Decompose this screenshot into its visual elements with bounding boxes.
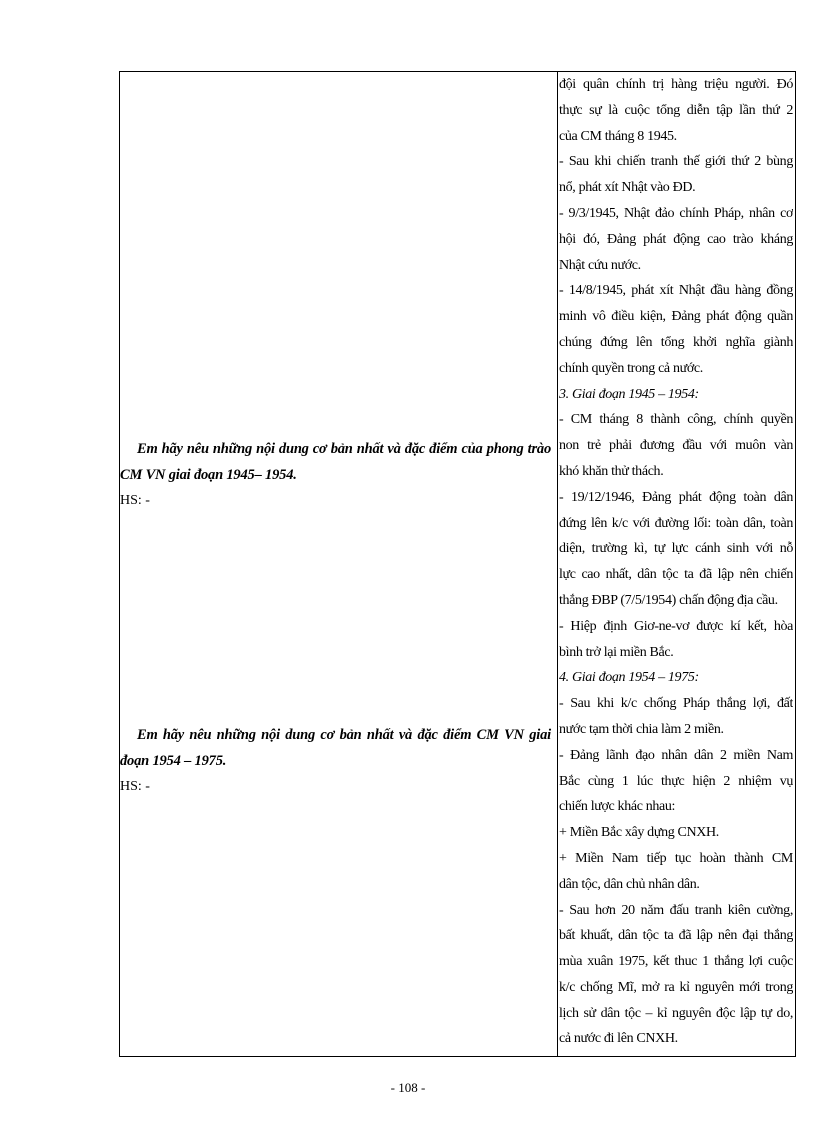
answer-line: - Đảng lãnh đạo nhân dân 2 miền Nam [559,747,793,763]
answer-label: HS: - [120,493,150,508]
answer-line: - Sau khi k/c chống Pháp thắng lợi, đất [559,696,793,712]
content-table [119,71,796,1057]
question-block [120,722,551,800]
answers-column [558,72,795,1056]
answer-line: diện, trường kì, tự lực cánh sinh với nỗ [559,541,793,557]
answer-line: non trẻ phải đương đầu với muôn vàn [559,438,793,454]
answer-line: hội đó, Đảng phát động cao trào kháng [559,231,793,247]
question-text: Em hãy nêu những nội dung cơ bản nhất và đặc điểm CM VN giai đoạn 1954 – 1975. [120,727,551,769]
answer-line: Nhật cứu nước. [559,257,641,273]
section-heading: 3. Giai đoạn 1945 – 1954: [559,386,699,402]
answer-line: của CM tháng 8 1945. [559,128,677,144]
answer-line: - 9/3/1945, Nhật đảo chính Pháp, nhân cơ [559,205,793,221]
answer-line: + Miền Bắc xây dựng CNXH. [559,825,719,841]
answer-line: dân tộc, dân chủ nhân dân. [559,876,700,892]
answer-line: Bắc cùng 1 lúc thực hiện 2 nhiệm vụ [559,773,793,789]
answer-line: bất khuất, dân tộc ta đã lập nên đại thắng [559,928,793,944]
answer-line: - Sau hơn 20 năm đấu tranh kiên cường, [559,902,793,918]
answer-line: - 14/8/1945, phát xít Nhật đầu hàng đồng [559,283,793,299]
answer-line: đội quân chính trị hàng triệu người. Đó [559,77,793,92]
answer-line: lịch sử dân tộc – kỉ nguyên độc lập tự do, [559,1005,793,1021]
answer-line: - Hiệp định Giơ-ne-vơ được kí kết, hòa [559,618,793,634]
answer-line: chiến lược khác nhau: [559,799,676,815]
section-heading: 4. Giai đoạn 1954 – 1975: [559,670,699,686]
answer-line: thực sự là cuộc tổng diễn tập lần thứ 2 [559,102,793,118]
answer-line: đứng lên k/c với đường lối: toàn dân, toàn [559,515,793,531]
answer-line: thắng ĐBP (7/5/1954) chấn động địa cầu. [559,592,778,608]
page-number: - 108 - [390,1080,426,1095]
answer-line: - 19/12/1946, Đảng phát động toàn dân [559,489,793,505]
answer-line: k/c chống Mĩ, mở ra kỉ nguyên mới trong [559,979,793,995]
question-block [120,436,551,514]
question-text: Em hãy nêu những nội dung cơ bản nhất và đặc điểm của phong trào CM VN giai đoạn 1945– 1954. [120,441,551,483]
answer-line: mùa xuân 1975, kết thuc 1 thắng lợi cuộc [559,954,793,970]
answer-line: - CM tháng 8 thành công, chính quyền [559,412,793,428]
answer-line: lực cao nhất, dân tộc ta đã lập nên chiến [559,567,793,583]
answer-line: nước tạm thời chia làm 2 miền. [559,721,724,737]
answer-line: cả nước đi lên CNXH. [559,1031,678,1047]
answer-line: + Miền Nam tiếp tục hoàn thành CM [559,850,793,866]
answer-line: minh vô điều kiện, Đảng phát động quần [559,309,793,325]
answer-line: nổ, phát xít Nhật vào ĐD. [559,180,696,196]
answer-line: chúng đứng lên tổng khởi nghĩa giành [559,334,793,350]
answer-line: khó khăn thử thách. [559,463,664,479]
answer-line: bình trở lại miền Bắc. [559,644,674,660]
questions-column [120,72,558,1056]
answer-line: chính quyền trong cả nước. [559,360,703,376]
answer-label: HS: - [120,779,150,794]
answer-line: - Sau khi chiến tranh thế giới thứ 2 bùng [559,154,793,170]
